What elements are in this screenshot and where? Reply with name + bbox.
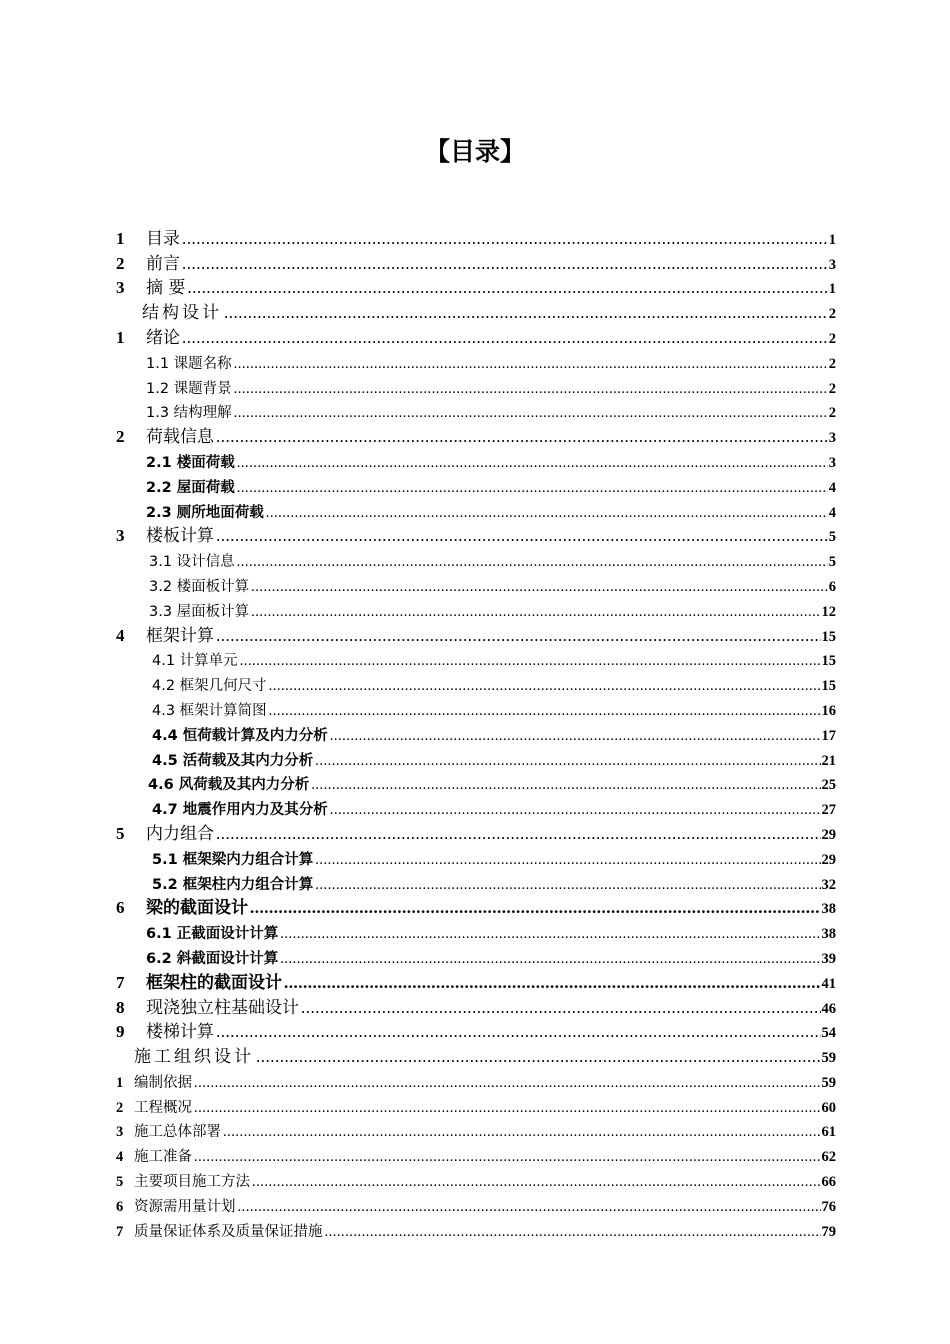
toc-entry-page: 12 xyxy=(821,603,836,620)
toc-entry-title: 6.1 正截面设计计算 xyxy=(146,926,279,943)
toc-leader-dots xyxy=(224,303,828,323)
toc-entry-title: 1.2 课题背景 xyxy=(146,380,232,397)
toc-entry-title: 楼梯计算 xyxy=(146,1022,214,1043)
toc-leader-dots xyxy=(216,824,821,844)
toc-leader-dots xyxy=(250,898,821,918)
toc-entry-page: 25 xyxy=(821,777,836,794)
toc-entry-number: 1 xyxy=(116,1074,124,1091)
toc-entry-page: 66 xyxy=(821,1174,836,1191)
toc-leader-dots xyxy=(280,951,820,968)
toc-entry-title: 摘 要 xyxy=(146,278,186,299)
toc-leader-dots xyxy=(234,405,828,422)
toc-entry-page: 39 xyxy=(821,950,836,967)
toc-leader-dots xyxy=(269,678,821,695)
toc-entry[interactable] xyxy=(0,1143,950,1168)
toc-entry-page: 79 xyxy=(821,1223,836,1240)
toc-entry-title: 2.2 屋面荷载 xyxy=(146,479,235,496)
toc-entry-title: 3.3 屋面板计算 xyxy=(149,603,250,620)
toc-entry-number: 6 xyxy=(116,898,125,918)
toc-subentry[interactable] xyxy=(0,350,950,375)
toc-entry-page: 60 xyxy=(821,1099,836,1116)
toc-entry-number: 1 xyxy=(116,327,125,347)
toc-entry-title: 框架计算 xyxy=(146,625,214,646)
toc-leader-dots xyxy=(216,427,828,447)
toc-entry-page: 27 xyxy=(821,802,836,819)
toc-subentry[interactable] xyxy=(0,400,950,425)
toc-leader-dots xyxy=(315,753,820,770)
toc-leader-dots xyxy=(266,505,828,522)
toc-entry-title: 4.7 地震作用内力及其分析 xyxy=(152,802,328,819)
toc-entry-page: 38 xyxy=(821,901,836,918)
toc-entry-number: 4 xyxy=(116,625,125,645)
toc-leader-dots xyxy=(216,526,828,546)
toc-entry-title: 2.3 厕所地面荷载 xyxy=(146,504,264,521)
toc-entry[interactable] xyxy=(0,1218,950,1243)
toc-entry[interactable] xyxy=(0,970,950,995)
toc-subentry[interactable] xyxy=(0,474,950,499)
toc-entry-number: 3 xyxy=(116,526,125,546)
toc-entry[interactable] xyxy=(0,623,950,648)
toc-subentry[interactable] xyxy=(0,871,950,896)
toc-leader-dots xyxy=(216,1022,821,1042)
toc-subentry[interactable] xyxy=(0,697,950,722)
toc-entry-number: 9 xyxy=(116,1022,125,1042)
toc-entry-page: 2 xyxy=(828,380,836,397)
toc-entry-page: 2 xyxy=(828,306,836,323)
toc-entry-title: 施工准备 xyxy=(134,1149,192,1166)
toc-subentry[interactable] xyxy=(0,672,950,697)
toc-entry[interactable] xyxy=(0,1119,950,1144)
toc-entry-number: 5 xyxy=(116,823,125,843)
toc-entry-page: 21 xyxy=(821,752,836,769)
toc-entry[interactable] xyxy=(0,995,950,1020)
toc-entry-title: 荷载信息 xyxy=(146,427,214,448)
toc-leader-dots xyxy=(284,973,821,993)
toc-subentry[interactable] xyxy=(0,598,950,623)
toc-section-header[interactable] xyxy=(0,1044,950,1069)
toc-entry-page: 6 xyxy=(828,578,836,595)
toc-leader-dots xyxy=(194,1149,821,1166)
toc-subentry[interactable] xyxy=(0,722,950,747)
toc-leader-dots xyxy=(240,653,821,670)
toc-entry-page: 3 xyxy=(828,430,836,447)
toc-entry-title: 4.5 活荷载及其内力分析 xyxy=(152,752,314,769)
toc-leader-dots xyxy=(237,480,828,497)
toc-entry-page: 4 xyxy=(828,479,836,496)
toc-entry-page: 5 xyxy=(828,554,836,571)
toc-entry[interactable] xyxy=(0,896,950,921)
toc-entry[interactable] xyxy=(0,1020,950,1045)
toc-leader-dots xyxy=(182,328,828,348)
toc-entry[interactable] xyxy=(0,1069,950,1094)
toc-entry-page: 59 xyxy=(821,1074,836,1091)
toc-subentry[interactable] xyxy=(0,772,950,797)
toc-leader-dots xyxy=(182,254,828,274)
toc-leader-dots xyxy=(194,1100,821,1117)
toc-entry-title: 内力组合 xyxy=(146,823,214,844)
toc-entry-title: 施工组织设计 xyxy=(134,1047,254,1068)
toc-leader-dots xyxy=(311,777,820,794)
toc-subentry[interactable] xyxy=(0,747,950,772)
toc-subentry[interactable] xyxy=(0,945,950,970)
toc-leader-dots xyxy=(280,926,820,943)
toc-entry-page: 32 xyxy=(821,876,836,893)
toc-entry-number: 2 xyxy=(116,427,125,447)
toc-entry-title: 4.1 计算单元 xyxy=(152,653,238,670)
toc-leader-dots xyxy=(256,1047,821,1067)
toc-section-header[interactable] xyxy=(0,300,950,325)
toc-leader-dots xyxy=(252,1174,821,1191)
toc-entry-page: 62 xyxy=(821,1149,836,1166)
toc-subentry[interactable] xyxy=(0,449,950,474)
toc-entry[interactable] xyxy=(0,424,950,449)
toc-leader-dots xyxy=(216,626,821,646)
toc-entry-title: 梁的截面设计 xyxy=(146,898,248,919)
toc-entry-page: 3 xyxy=(828,454,836,471)
toc-leader-dots xyxy=(269,703,821,720)
toc-entry-page: 15 xyxy=(821,653,836,670)
toc-entry-number: 7 xyxy=(116,972,125,992)
toc-entry-number: 8 xyxy=(116,997,125,1017)
toc-entry[interactable] xyxy=(0,524,950,549)
toc-entry[interactable] xyxy=(0,821,950,846)
toc-entry[interactable] xyxy=(0,325,950,350)
toc-entry-number: 2 xyxy=(116,253,125,273)
toc-entry[interactable] xyxy=(0,1193,950,1218)
toc-leader-dots xyxy=(187,278,827,298)
toc-entry-title: 质量保证体系及质量保证措施 xyxy=(134,1223,323,1240)
toc-entry-page: 3 xyxy=(828,256,836,273)
toc-entry-page: 17 xyxy=(821,727,836,744)
toc-entry-title: 楼板计算 xyxy=(146,526,214,547)
toc-entry-number: 1 xyxy=(116,228,125,248)
toc-entry-number: 4 xyxy=(116,1149,124,1166)
toc-entry-page: 76 xyxy=(821,1198,836,1215)
toc-entry-page: 1 xyxy=(828,231,836,248)
toc-subentry[interactable] xyxy=(0,573,950,598)
toc-entry-number: 7 xyxy=(116,1223,124,1240)
toc-entry-title: 编制依据 xyxy=(134,1074,192,1091)
toc-entry-title: 前言 xyxy=(146,253,180,274)
toc-leader-dots xyxy=(330,728,821,745)
toc-entry-title: 3.2 楼面板计算 xyxy=(149,578,250,595)
toc-entry-number: 3 xyxy=(116,1124,124,1141)
toc-entry-number: 2 xyxy=(116,1099,124,1116)
toc-entry-title: 目录 xyxy=(146,228,180,249)
toc-entry-title: 6.2 斜截面设计计算 xyxy=(146,950,279,967)
toc-entry-page: 1 xyxy=(828,281,836,298)
toc-leader-dots xyxy=(234,381,828,398)
toc-entry-page: 5 xyxy=(828,529,836,546)
toc-leader-dots xyxy=(234,356,828,373)
toc-leader-dots xyxy=(237,554,828,571)
toc-subentry[interactable] xyxy=(0,846,950,871)
toc-entry-title: 2.1 楼面荷载 xyxy=(146,454,235,471)
toc-leader-dots xyxy=(325,1224,821,1241)
toc-entry-page: 15 xyxy=(821,678,836,695)
toc-leader-dots xyxy=(182,229,828,249)
toc-entry-title: 1.1 课题名称 xyxy=(146,355,232,372)
toc-entry-title: 绪论 xyxy=(146,327,180,348)
toc-entry-page: 15 xyxy=(821,628,836,645)
toc-entry-page: 2 xyxy=(828,405,836,422)
toc-entry-title: 框架柱的截面设计 xyxy=(146,972,282,993)
toc-entry-number: 3 xyxy=(116,278,125,298)
toc-entry-page: 59 xyxy=(821,1050,836,1067)
toc-entry-page: 16 xyxy=(821,702,836,719)
toc-subentry[interactable] xyxy=(0,920,950,945)
toc-leader-dots xyxy=(301,998,821,1018)
toc-entry-page: 54 xyxy=(821,1025,836,1042)
toc-subentry[interactable] xyxy=(0,548,950,573)
toc-entry-title: 结构设计 xyxy=(142,303,222,324)
toc-leader-dots xyxy=(315,852,820,869)
toc-entry[interactable] xyxy=(0,251,950,276)
toc-leader-dots xyxy=(251,579,828,596)
toc-entry-title: 资源需用量计划 xyxy=(134,1198,236,1215)
toc-entry-title: 5.1 框架梁内力组合计算 xyxy=(152,851,314,868)
toc-subentry[interactable] xyxy=(0,375,950,400)
toc-entry-title: 4.3 框架计算简图 xyxy=(152,702,267,719)
table-of-contents xyxy=(0,226,950,1243)
toc-entry-title: 5.2 框架柱内力组合计算 xyxy=(152,876,314,893)
toc-subentry[interactable] xyxy=(0,796,950,821)
toc-entry-page: 41 xyxy=(821,975,836,992)
toc-entry-title: 3.1 设计信息 xyxy=(149,554,235,571)
toc-entry[interactable] xyxy=(0,1094,950,1119)
toc-leader-dots xyxy=(330,802,821,819)
toc-leader-dots xyxy=(194,1075,821,1092)
toc-subentry[interactable] xyxy=(0,648,950,673)
toc-entry-title: 工程概况 xyxy=(134,1099,192,1116)
toc-leader-dots xyxy=(237,455,828,472)
toc-entry-page: 29 xyxy=(821,851,836,868)
toc-entry-page: 46 xyxy=(821,1000,836,1017)
toc-entry-title: 4.4 恒荷载计算及内力分析 xyxy=(152,727,328,744)
toc-leader-dots xyxy=(315,877,820,894)
toc-entry-title: 4.6 风荷载及其内力分析 xyxy=(148,777,310,794)
toc-entry-page: 29 xyxy=(821,826,836,843)
toc-entry-title: 4.2 框架几何尺寸 xyxy=(152,678,267,695)
toc-leader-dots xyxy=(238,1199,821,1216)
toc-entry[interactable] xyxy=(0,226,950,251)
toc-entry[interactable] xyxy=(0,1168,950,1193)
toc-entry-page: 2 xyxy=(828,330,836,347)
toc-leader-dots xyxy=(223,1124,821,1141)
toc-entry-title: 1.3 结构理解 xyxy=(146,405,232,422)
toc-entry-page: 61 xyxy=(821,1124,836,1141)
toc-entry-number: 6 xyxy=(116,1198,124,1215)
toc-entry-page: 4 xyxy=(828,504,836,521)
toc-entry-page: 2 xyxy=(828,355,836,372)
toc-entry-title: 施工总体部署 xyxy=(134,1124,221,1141)
toc-entry-title: 主要项目施工方法 xyxy=(134,1174,250,1191)
toc-entry-page: 38 xyxy=(821,926,836,943)
toc-subentry[interactable] xyxy=(0,499,950,524)
toc-entry-number: 5 xyxy=(116,1174,124,1191)
toc-leader-dots xyxy=(251,604,820,621)
page-title: 【目录】 xyxy=(424,137,525,166)
toc-entry[interactable] xyxy=(0,276,950,301)
toc-entry-title: 现浇独立柱基础设计 xyxy=(146,997,299,1018)
